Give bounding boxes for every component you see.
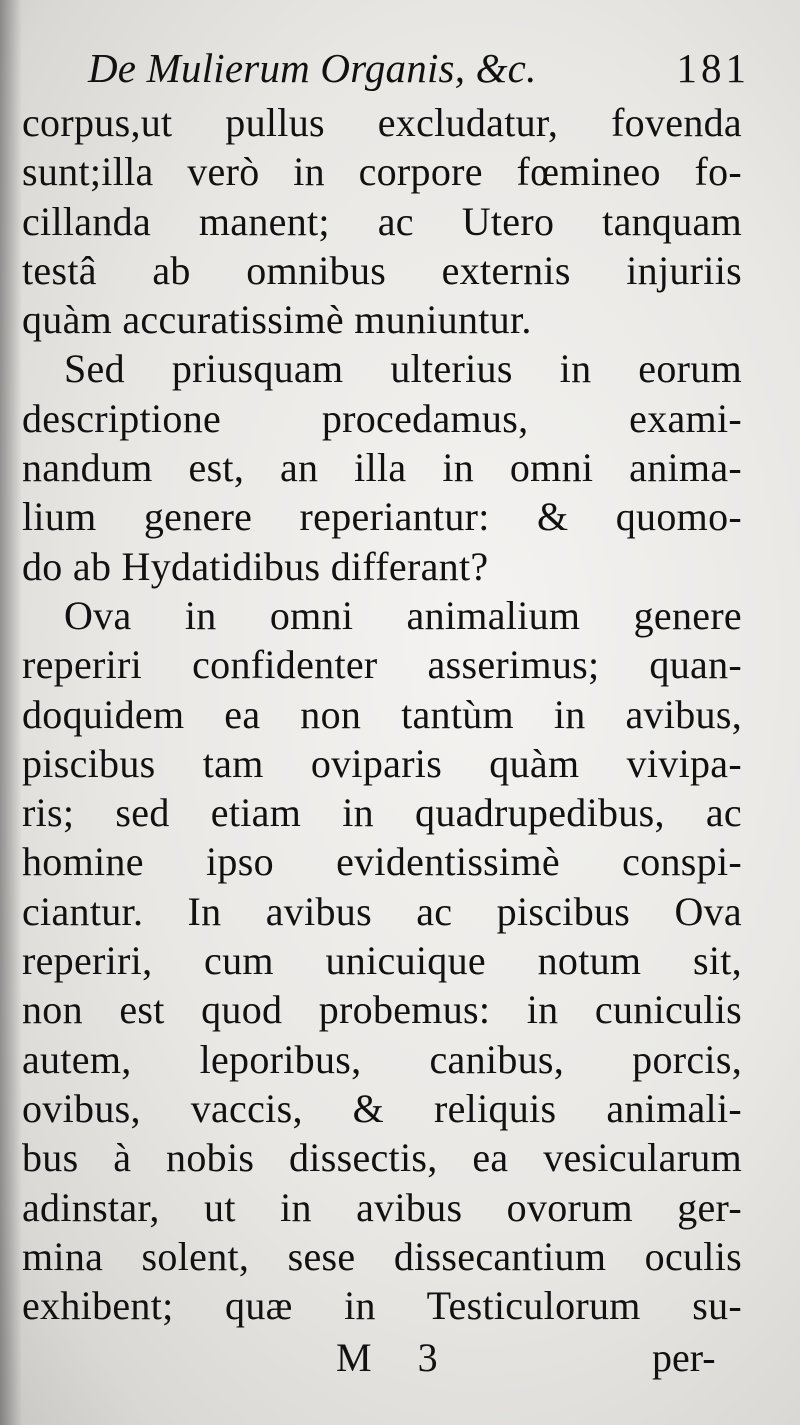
text-line: nandum est, an illa in omni anima-	[22, 445, 742, 491]
text-line: do ab Hydatidibus differant?	[22, 543, 489, 589]
text-line: piscibus tam oviparis quàm vivipa-	[22, 740, 742, 786]
signature-mark: M 3	[336, 1335, 456, 1380]
text-line: ris; sed etiam in quadrupedibus, ac	[22, 790, 742, 836]
text-line: ovibus, vaccis, & reliquis animali-	[22, 1085, 742, 1131]
page-footer	[0, 1328, 800, 1388]
page-number: 181	[676, 45, 750, 91]
text-line: cillanda manent; ac Utero tanquam	[22, 198, 742, 244]
running-header	[88, 38, 750, 98]
text-line: corpus,ut pullus excludatur, fovenda	[22, 100, 742, 145]
text-line: reperiri, cum unicuique notum sit,	[22, 938, 742, 984]
text-line: sunt;illa verò in corpore fœmineo fo-	[22, 149, 742, 195]
text-line: doquidem ea non tantùm in avibus,	[22, 691, 742, 737]
body-text	[22, 98, 742, 1330]
text-line: lium genere reperiantur: & quomo-	[22, 494, 742, 540]
text-line: reperiri confidenter asserimus; quan-	[22, 642, 742, 688]
catchword: per-	[652, 1335, 716, 1380]
text-line: homine ipso evidentissimè conspi-	[22, 839, 742, 885]
text-line: exhibent; quæ in Testiculorum su-	[22, 1283, 742, 1329]
text-line: non est quod probemus: in cuniculis	[22, 987, 742, 1033]
text-line: mina solent, sese dissecantium oculis	[22, 1233, 742, 1279]
text-line: Ova in omni animalium genere	[64, 592, 742, 638]
text-line: bus à nobis dissectis, ea vesicularum	[22, 1135, 742, 1181]
text-line: quàm accuratissimè muniuntur.	[22, 297, 532, 343]
text-line: testâ ab omnibus externis injuriis	[22, 247, 742, 293]
text-line: autem, leporibus, canibus, porcis,	[22, 1036, 742, 1082]
running-title: De Mulierum Organis, &c.	[88, 45, 537, 91]
text-line: descriptione procedamus, exami-	[22, 395, 742, 441]
text-line: adinstar, ut in avibus ovorum ger-	[22, 1184, 742, 1230]
text-line: Sed priusquam ulterius in eorum	[64, 346, 742, 392]
text-line: ciantur. In avibus ac piscibus Ova	[22, 888, 742, 934]
